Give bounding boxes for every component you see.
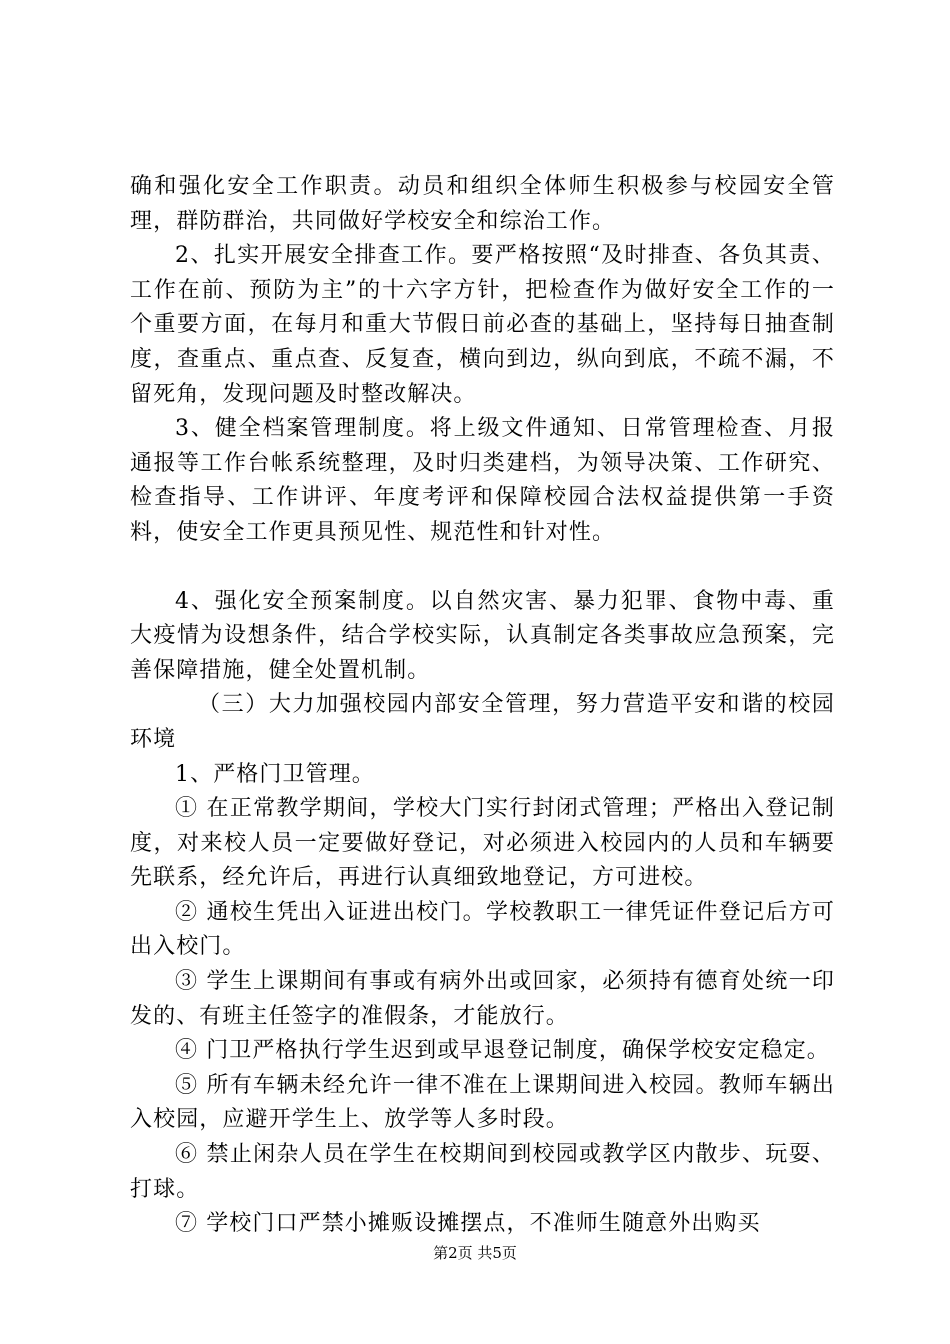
paragraph-emergency-plan: 4、强化安全预案制度。以自然灾害、暴力犯罪、食物中毒、重大疫情为设想条件，结合学校实际，认真制定各类事故应急预案，完善保障措施，健全处置机制。 [130,588,835,683]
list-item-gate-rule-2: ② 通校生凭出入证进出校门。学校教职工一律凭证件登记后方可出入校门。 [130,899,835,960]
list-item-gate-rule-4: ④ 门卫严格执行学生迟到或早退登记制度，确保学校安定稳定。 [175,1038,830,1064]
page-number-label: 第2页 共5页 [433,1244,517,1262]
paragraph-responsibility-continued: 确和强化安全工作职责。动员和组织全体师生积极参与校园安全管理，群防群治，共同做好学校安全和综治工作。 [130,174,835,234]
page-footer [0,1243,950,1263]
list-item-gate-rule-1: ① 在正常教学期间，学校大门实行封闭式管理；严格出入登记制度，对来校人员一定要做好登记，对必须进入校园内的人员和车辆要先联系，经允许后，再进行认真细致地登记，方可进校。 [130,796,835,891]
paragraph-archive-management: 3、健全档案管理制度。将上级文件通知、日常管理检查、月报通报等工作台帐系统整理，及时归类建档，为领导决策、工作研究、检查指导、工作讲评、年度考评和保障校园合法权益提供第一手资料，使安全工作更具预见性、规范性和针对性。 [130,416,835,545]
section-heading-campus-security: （三）大力加强校园内部安全管理，努力营造平安和谐的校园环境 [130,692,835,752]
list-item-gate-rule-7: ⑦ 学校门口严禁小摊贩设摊摆点，不准师生随意外出购买 [175,1211,761,1237]
paragraph-safety-inspection: 2、扎实开展安全排查工作。要严格按照“及时排查、各负其责、工作在前、预防为主”的十六字方针，把检查作为做好安全工作的一个重要方面，在每月和重大节假日前必查的基础上，坚持每日抽查制度，查重点、重点查、反复查，横向到边，纵向到底，不疏不漏，不留死角，发现问题及时整改解决。 [130,243,835,407]
list-item-gate-rule-3: ③ 学生上课期间有事或有病外出或回家，必须持有德育处统一印发的、有班主任签字的准假条，才能放行。 [130,969,835,1029]
body-text [130,170,835,1242]
list-item-gate-rule-6: ⑥ 禁止闲杂人员在学生在校期间到校园或教学区内散步、玩耍、打球。 [130,1142,835,1202]
paragraph-gate-management: 1、严格门卫管理。 [175,761,375,787]
list-item-gate-rule-5: ⑤ 所有车辆未经允许一律不准在上课期间进入校园。教师车辆出入校园，应避开学生上、放学等人多时段。 [130,1072,835,1133]
